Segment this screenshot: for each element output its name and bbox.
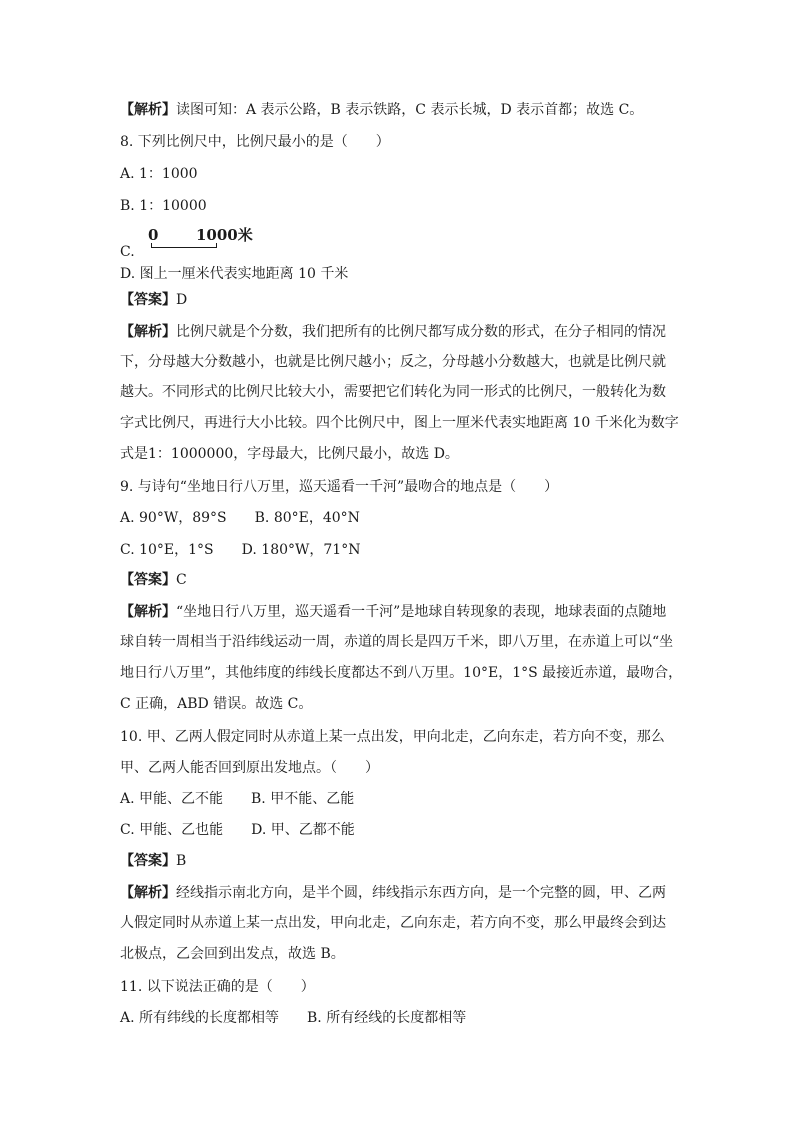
q10-analysis-1: 【解析】经线指示南北方向，是半个圆，纬线指示东西方向，是一个完整的圆，甲、乙两 [120, 885, 666, 901]
q10-analysis-2: 人假定同时从赤道上某一点出发，甲向北走，乙向东走，若方向不变，那么甲最终会到达 [120, 915, 666, 931]
q8-analysis-2: 下，分母越大分数越小，也就是比例尺越小；反之，分母越小分数越大，也就是比例尺就 [120, 354, 666, 370]
answer-label: 【答案】 [120, 292, 176, 308]
q10-analysis-3: 北极点，乙会回到出发点，故选 B。 [120, 946, 345, 962]
q10-answer: 【答案】B [120, 853, 187, 869]
analysis-label: 【解析】 [120, 604, 176, 620]
q9-options-ab: A. 90°W，89°S B. 80°E，40°N [120, 510, 360, 526]
analysis-label: 【解析】 [120, 885, 176, 901]
q9-options-cd: C. 10°E，1°S D. 180°W，71°N [120, 542, 361, 558]
scale-bar-line [151, 247, 217, 248]
q10-stem-2: 甲、乙两人能否回到原出发地点。（ ） [120, 760, 379, 776]
answer-label: 【答案】 [120, 853, 176, 869]
scale-bar-tick-start [151, 243, 152, 247]
answer-label: 【答案】 [120, 572, 176, 588]
q8-option-b: B. 1：10000 [120, 198, 207, 214]
q8-option-d: D. 图上一厘米代表实地距离 10 千米 [120, 266, 349, 282]
q10-options-cd: C. 甲能、乙也能 D. 甲、乙都不能 [120, 822, 355, 838]
q11-stem: 11. 以下说法正确的是（ ） [120, 979, 315, 995]
scale-bar-figure [148, 226, 268, 252]
q8-option-a: A. 1：1000 [120, 166, 198, 182]
scale-bar-tick-end [216, 243, 217, 247]
q9-analysis-3: 地日行八万里”，其他纬度的纬线长度都达不到八万里。10°E，1°S 最接近赤道，最吻合， [120, 665, 683, 681]
q10-stem-1: 10. 甲、乙两人假定同时从赤道上某一点出发，甲向北走，乙向东走，若方向不变，那么 [120, 729, 665, 745]
q9-analysis-4: C 正确，ABD 错误。故选 C。 [120, 696, 313, 712]
q9-analysis-2: 球自转一周相当于沿纬线运动一周，赤道的周长是四万千米，即八万里，在赤道上可以“坐 [120, 634, 674, 650]
q8-analysis-1: 【解析】比例尺就是个分数，我们把所有的比例尺都写成分数的形式，在分子相同的情况 [120, 324, 666, 340]
q11-options-ab: A. 所有纬线的长度都相等 B. 所有经线的长度都相等 [120, 1010, 467, 1026]
q9-analysis-1: 【解析】“坐地日行八万里，巡天遥看一千河”是地球自转现象的表现，地球表面的点随地 [120, 604, 667, 620]
scale-bar-end-label: 1000米 [196, 226, 253, 244]
q9-answer: 【答案】C [120, 572, 187, 588]
q8-analysis-4: 字式比例尺，再进行大小比较。四个比例尺中，图上一厘米代表实地距离 10 千米化为数字 [120, 415, 679, 431]
q7-analysis: 【解析】读图可知：A 表示公路，B 表示铁路，C 表示长城，D 表示首都；故选 C。 [120, 102, 644, 118]
analysis-label: 【解析】 [120, 324, 176, 340]
q8-option-c: C. [120, 244, 135, 260]
analysis-label: 【解析】 [120, 102, 176, 118]
q10-options-ab: A. 甲能、乙不能 B. 甲不能、乙能 [120, 791, 355, 807]
q8-analysis-3: 越大。不同形式的比例尺比较大小，需要把它们转化为同一形式的比例尺，一般转化为数 [120, 384, 666, 400]
scale-bar-start-label: 0 [148, 226, 159, 244]
q9-stem: 9. 与诗句“坐地日行八万里，巡天遥看一千河”最吻合的地点是（ ） [120, 479, 559, 495]
q8-analysis-5: 式是1：1000000，字母最大，比例尺最小，故选 D。 [120, 446, 459, 462]
q8-answer: 【答案】D [120, 292, 188, 308]
q8-stem: 8. 下列比例尺中，比例尺最小的是（ ） [120, 134, 390, 150]
